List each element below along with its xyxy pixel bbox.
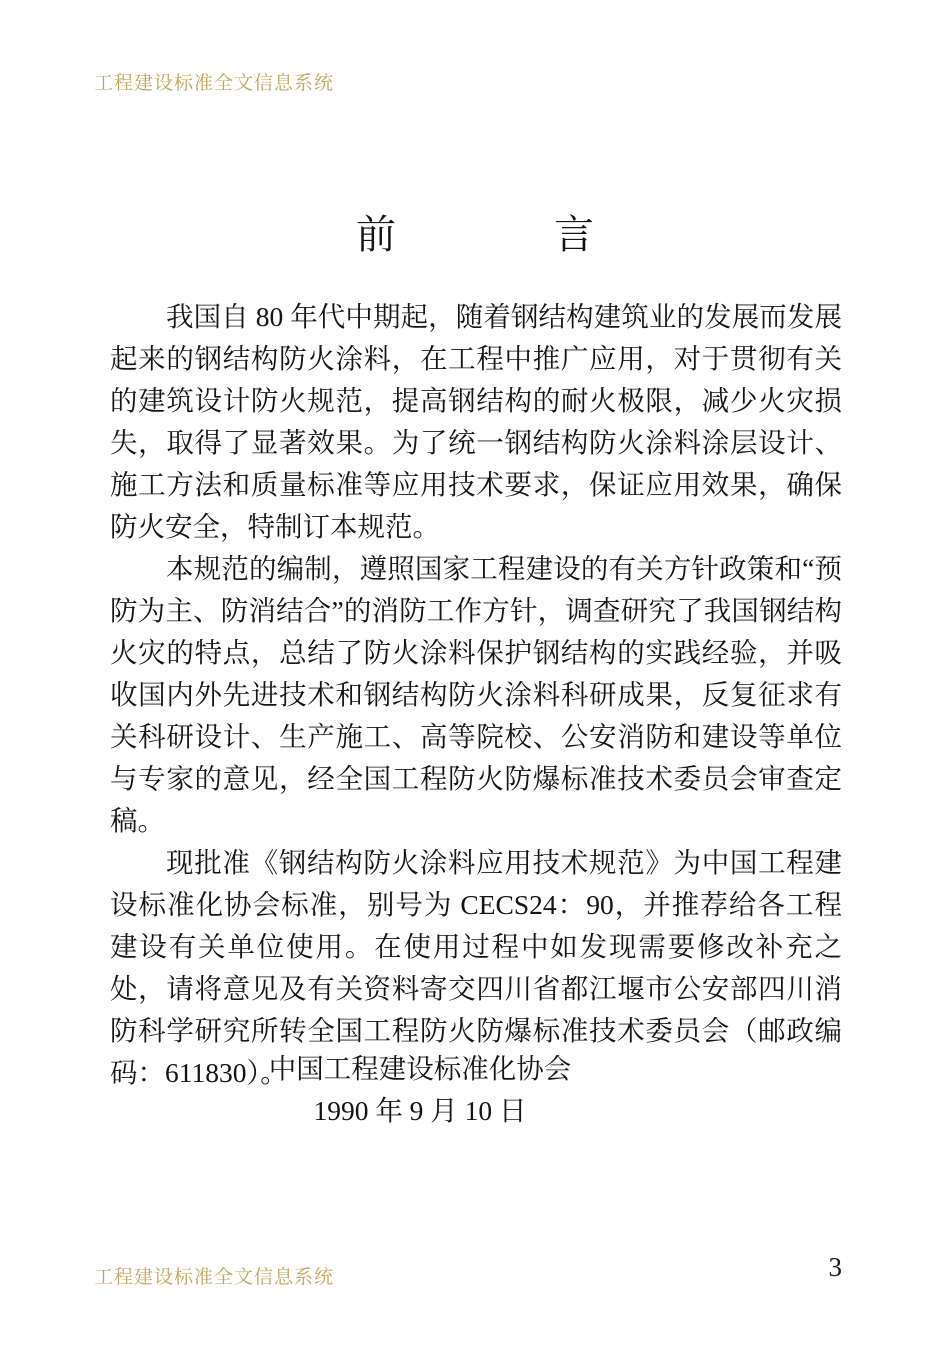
page-number: 3	[828, 1252, 842, 1282]
watermark-header: 工程建设标准全文信息系统	[94, 73, 335, 94]
page-title: 前 言	[356, 211, 620, 257]
paragraph: 我国自 80 年代中期起，随着钢结构建筑业的发展而发展起来的钢结构防火涂料，在工程中推广应用，对于贯彻有关的建筑设计防火规范，提高钢结构的耐火极限，减少火灾损失，取得了显著效果。为了统一钢结构防火涂料涂层设计、施工方法和质量标准等应用技术要求，保证应用效果，确保防火安全，特制订本规范。	[110, 301, 842, 542]
document-body	[110, 296, 842, 1094]
signature-block	[0, 1048, 840, 1132]
paragraph: 本规范的编制，遵照国家工程建设的有关方针政策和“预防为主、防消结合”的消防工作方针，调查研究了我国钢结构火灾的特点，总结了防火涂料保护钢结构的实践经验，并吸收国内外先进技术和钢结构防火涂料科研成果，反复征求有关科研设计、生产施工、高等院校、公安消防和建设等单位与专家的意见，经全国工程防火防爆标准技术委员会审查定稿。	[110, 553, 842, 836]
watermark-footer: 工程建设标准全文信息系统	[94, 1267, 335, 1288]
signature-date: 1990 年 9 月 10 日	[313, 1095, 527, 1126]
paragraph: 现批准《钢结构防火涂料应用技术规范》为中国工程建设标准化协会标准，别号为 CECS24：90，并推荐给各工程建设有关单位使用。在使用过程中如发现需要修改补充之处，请将意见及有关资料寄交四川省都江堰市公安部四川消防科学研究所转全国工程防火防爆标准技术委员会（邮政编码：611830）。	[110, 847, 842, 1088]
signature-organization: 中国工程建设标准化协会	[268, 1053, 572, 1084]
